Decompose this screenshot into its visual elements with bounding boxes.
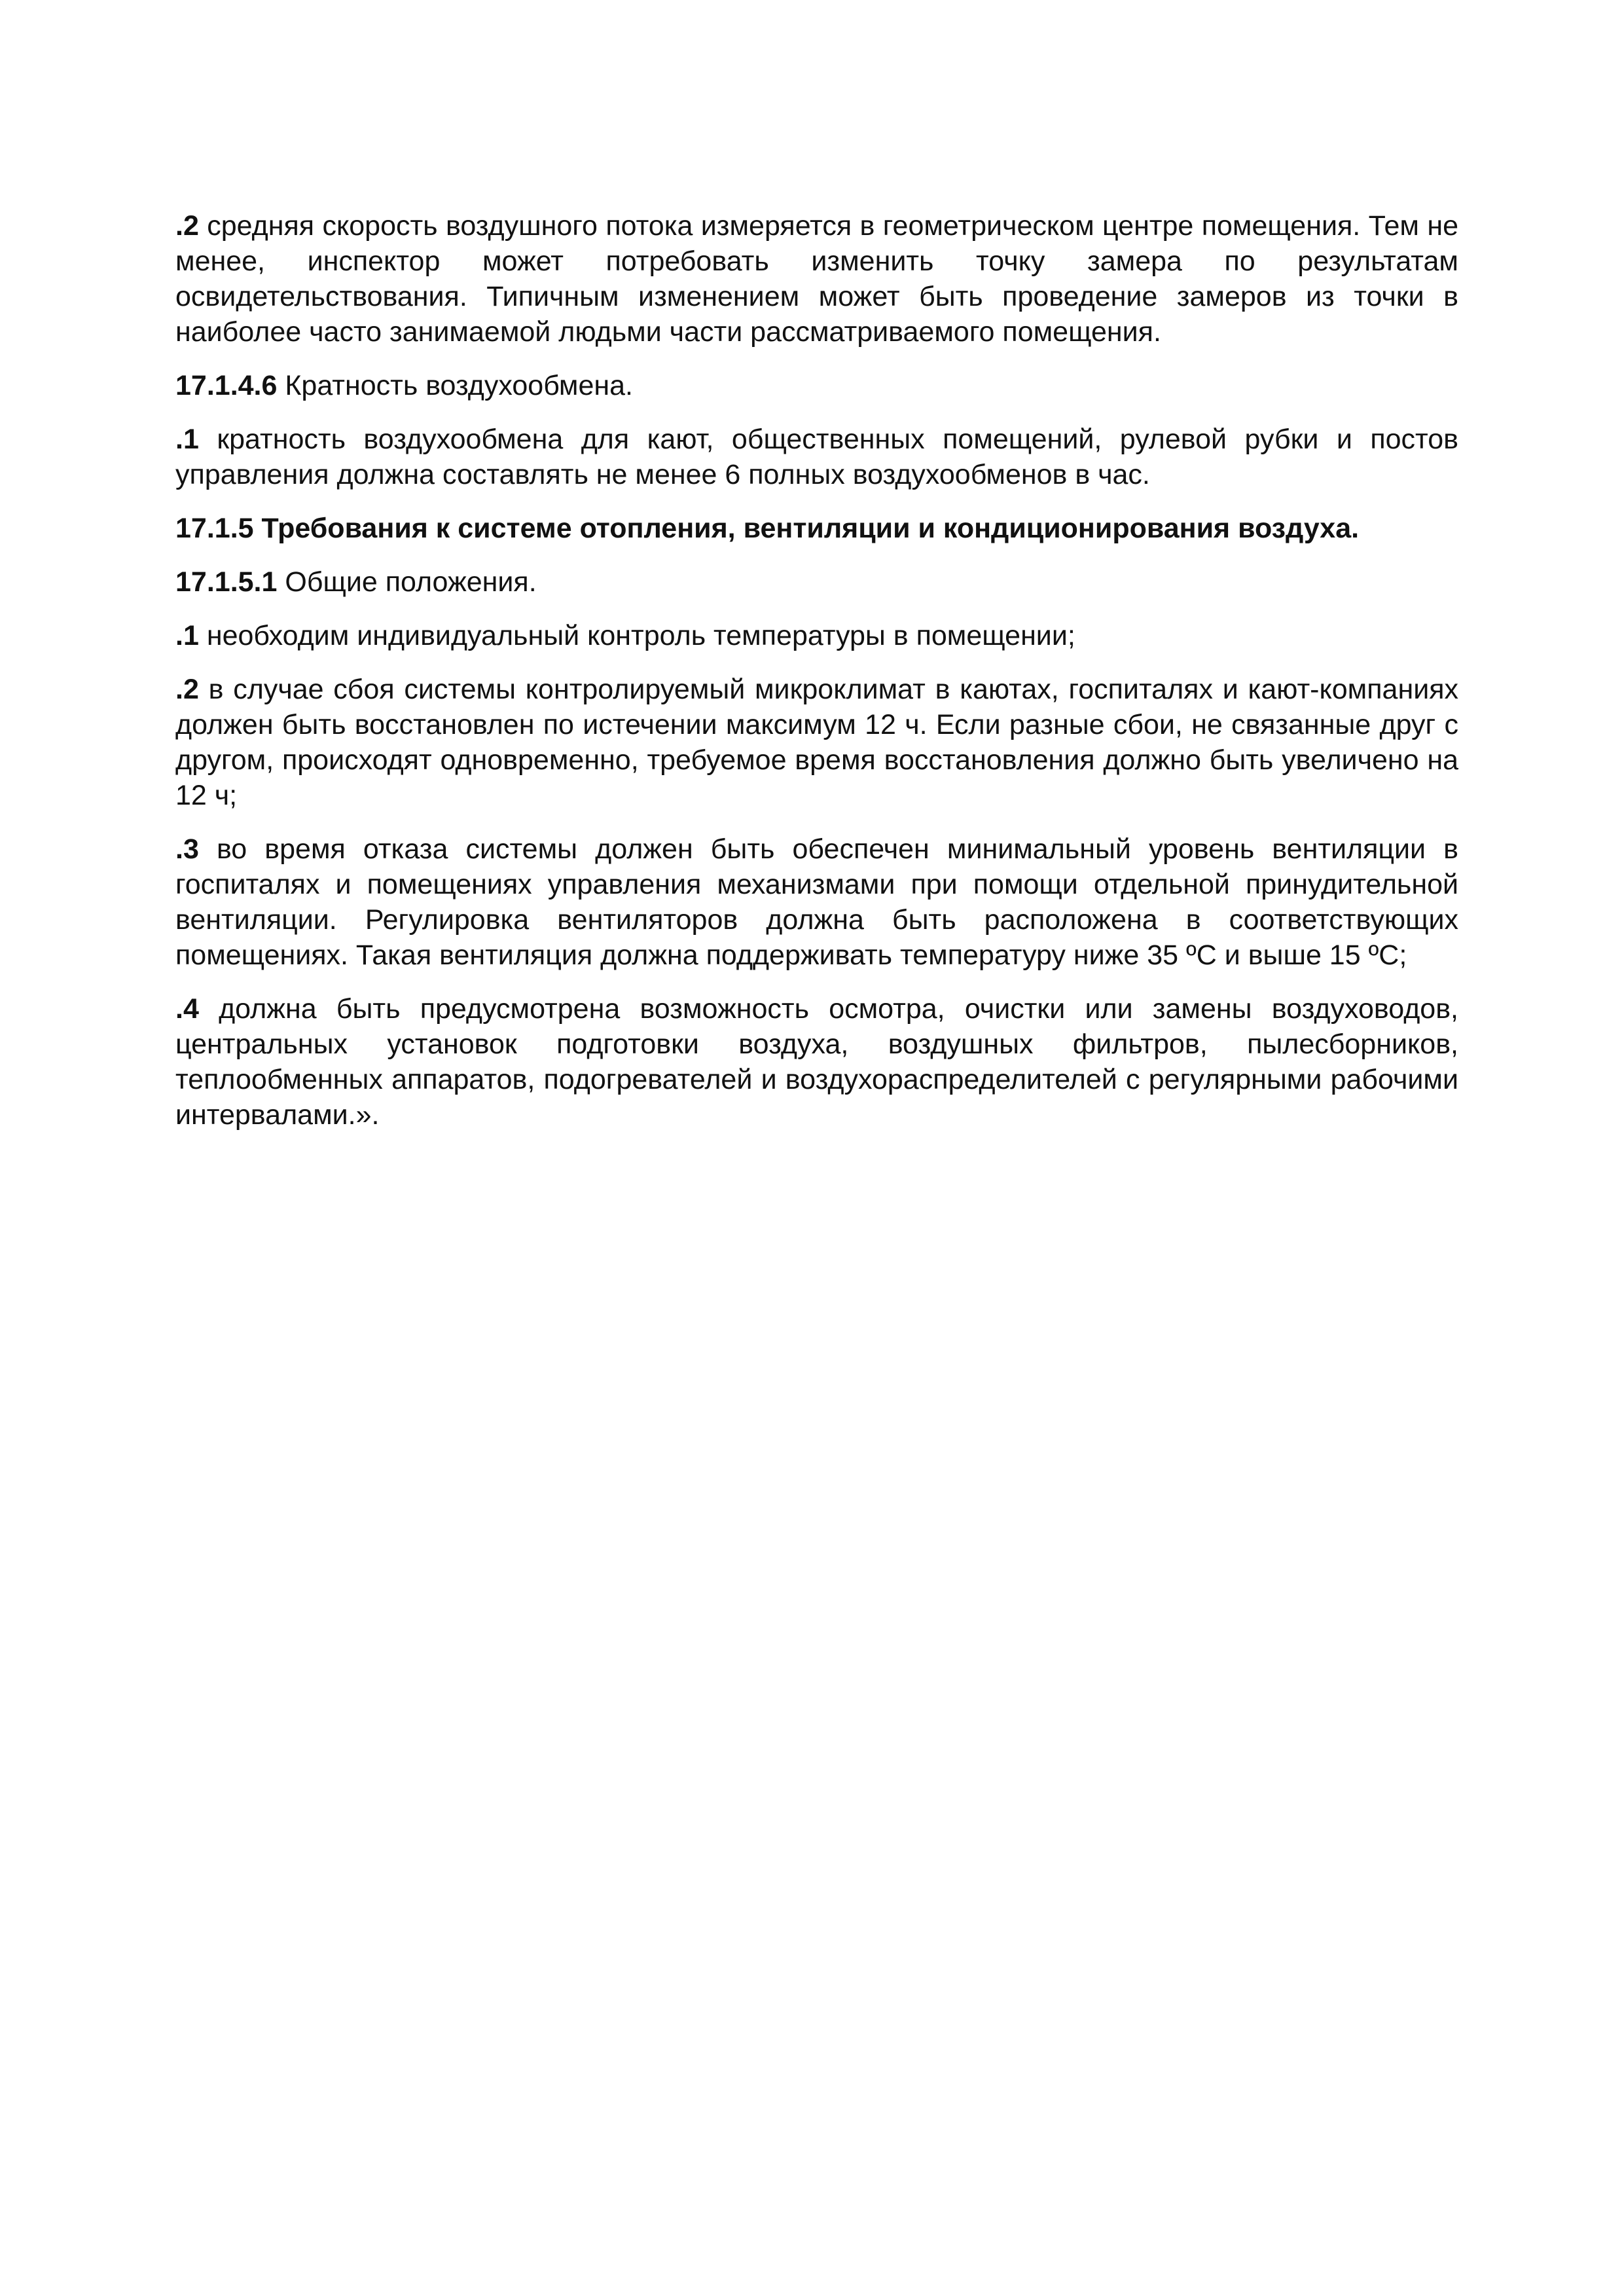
- section-title: Общие положения.: [277, 566, 537, 598]
- paragraph-system-failure-recovery: [175, 672, 1458, 813]
- paragraph-text: необходим индивидуальный контроль температуры в помещении;: [198, 620, 1075, 651]
- section-number: 17.1.4.6: [175, 370, 278, 401]
- paragraph-number: .2: [175, 674, 199, 705]
- paragraph-air-exchange-rate: [175, 422, 1458, 492]
- paragraph-number: .4: [175, 993, 199, 1025]
- paragraph-temperature-control: [175, 618, 1458, 653]
- paragraph-text: должна быть предусмотрена возможность осмотра, очистки или замены воздуховодов, центральных установок подготовки воздуха, воздушных фильтров, пылесборников, теплообменных аппаратов, подогревателей и воздухораспределителей с регулярными рабочими интервалами.».: [175, 993, 1458, 1131]
- document-page: [175, 208, 1458, 1151]
- paragraph-number: .2: [175, 210, 199, 242]
- paragraph-text: во время отказа системы должен быть обеспечен минимальный уровень вентиляции в госпиталях и помещениях управления механизмами при помощи отдельной принудительной вентиляции. Регулировка вентиляторов должна быть расположена в соответствующих помещениях. Такая вентиляция должна поддерживать температуру ниже 35 ºС и выше 15 ºС;: [175, 833, 1458, 971]
- section-heading-17-1-5: 17.1.5 Требования к системе отопления, вентиляции и кондиционирования воздуха.: [175, 513, 1360, 544]
- section-title: Кратность воздухообмена.: [277, 370, 633, 401]
- paragraph-text: в случае сбоя системы контролируемый микроклимат в каютах, госпиталях и кают-компаниях должен быть восстановлен по истечении максимум 12 ч. Если разные сбои, не связанные друг с другом, происходят одновременно, требуемое время восстановления должно быть увеличено на 12 ч;: [175, 674, 1458, 811]
- paragraph-section-17-1-4-6: [175, 368, 1458, 403]
- paragraph-number: .1: [175, 424, 199, 455]
- paragraph-text: средняя скорость воздушного потока измеряется в геометрическом центре помещения. Тем не менее, инспектор может потребовать изменить точку замера по результатам освидетельствования. Типичным изменением может быть проведение замеров из точки в наиболее часто занимаемой людьми части рассматриваемого помещения.: [175, 210, 1458, 348]
- paragraph-minimum-ventilation: [175, 831, 1458, 973]
- paragraph-text: кратность воздухообмена для кают, общественных помещений, рулевой рубки и постов управления должна составлять не менее 6 полных воздухообменов в час.: [175, 424, 1458, 490]
- paragraph-section-17-1-5-1: [175, 564, 1458, 600]
- paragraph-measurement-point: [175, 208, 1458, 350]
- paragraph-inspection-cleaning: [175, 991, 1458, 1133]
- paragraph-number: .3: [175, 833, 199, 865]
- section-number: 17.1.5.1: [175, 566, 278, 598]
- paragraph-number: .1: [175, 620, 199, 651]
